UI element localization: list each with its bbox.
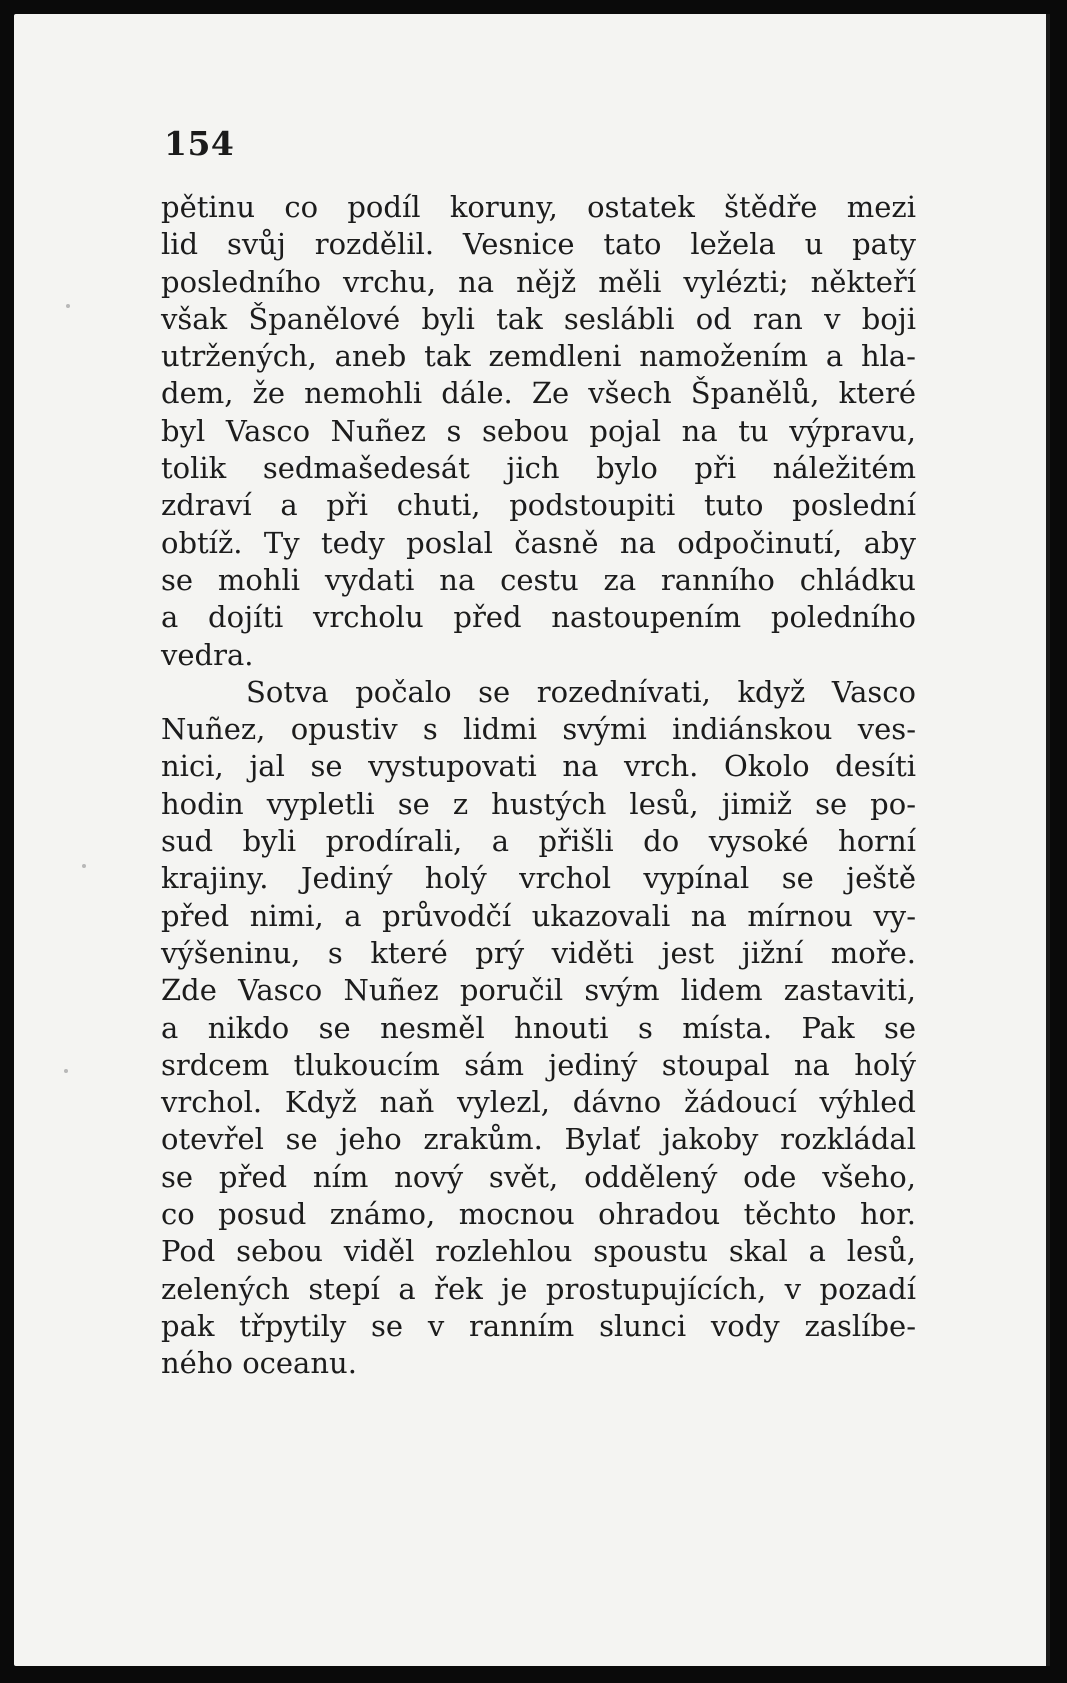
text-line: a nikdo se nesměl hnouti s místa. Pak se xyxy=(161,1010,916,1045)
paper-speck xyxy=(66,304,70,308)
paragraph xyxy=(161,674,916,1383)
text-line: pak třpytily se v ranním slunci vody zaslíbe- xyxy=(161,1308,916,1343)
body-text xyxy=(161,189,916,1383)
text-line: před nimi, a průvodčí ukazovali na mírnou vy- xyxy=(161,898,916,933)
text-line: se mohli vydati na cestu za ranního chládku xyxy=(161,562,916,597)
text-line: zdraví a při chuti, podstoupiti tuto poslední xyxy=(161,488,916,523)
text-line: sud byli prodírali, a přišli do vysoké horní xyxy=(161,824,916,859)
text-line: co posud známo, mocnou ohradou těchto hor. xyxy=(161,1197,916,1232)
text-line: pětinu co podíl koruny, ostatek štědře mezi xyxy=(161,190,916,224)
text-line: lid svůj rozdělil. Vesnice tato ležela u paty xyxy=(161,227,916,262)
text-line: dem, že nemohli dále. Ze všech Španělů, které xyxy=(161,376,916,411)
page-edge xyxy=(1046,14,1050,1666)
paragraph xyxy=(161,189,916,674)
text-line: nici, jal se vystupovati na vrch. Okolo desíti xyxy=(161,749,916,784)
paper-speck xyxy=(64,1069,68,1073)
text-line: Nuñez, opustiv s lidmi svými indiánskou ves- xyxy=(161,712,916,747)
text-line: a dojíti vrcholu před nastoupením poledního xyxy=(161,600,916,635)
text-line: byl Vasco Nuñez s sebou pojal na tu výpravu, xyxy=(161,413,916,448)
text-line: zelených stepí a řek je prostupujících, v pozadí xyxy=(161,1271,916,1306)
text-line: se před ním nový svět, oddělený ode všeho, xyxy=(161,1159,916,1194)
text-line: posledního vrchu, na nějž měli vylézti; někteří xyxy=(161,264,916,299)
text-line: Pod sebou viděl rozlehlou spoustu skal a lesů, xyxy=(161,1234,916,1269)
text-line: tolik sedmašedesát jich bylo při náležitém xyxy=(161,451,916,486)
page-number: 154 xyxy=(164,124,235,163)
text-line: krajiny. Jediný holý vrchol vypínal se ještě xyxy=(161,861,916,896)
text-line: vrchol. Když naň vylezl, dávno žádoucí výhled xyxy=(161,1085,916,1120)
text-line: otevřel se jeho zrakům. Bylať jakoby rozkládal xyxy=(161,1122,916,1157)
text-line: Zde Vasco Nuñez poručil svým lidem zastaviti, xyxy=(161,973,916,1008)
text-line: Sotva počalo se rozednívati, když Vasco xyxy=(246,674,916,709)
text-line: obtíž. Ty tedy poslal časně na odpočinutí, aby xyxy=(161,525,916,560)
text-line: utržených, aneb tak zemdleni namožením a hla- xyxy=(161,339,916,374)
text-line: hodin vypletli se z hustých lesů, jimiž se po- xyxy=(161,786,916,821)
book-page xyxy=(14,14,1050,1666)
text-line: vedra. xyxy=(161,637,254,672)
text-line: ného oceanu. xyxy=(161,1346,357,1381)
text-line: srdcem tlukoucím sám jediný stoupal na holý xyxy=(161,1047,916,1082)
paper-speck xyxy=(82,864,86,868)
text-line: výšeninu, s které prý viděti jest jižní moře. xyxy=(161,935,916,970)
text-line: však Španělové byli tak seslábli od ran v boji xyxy=(161,301,916,336)
